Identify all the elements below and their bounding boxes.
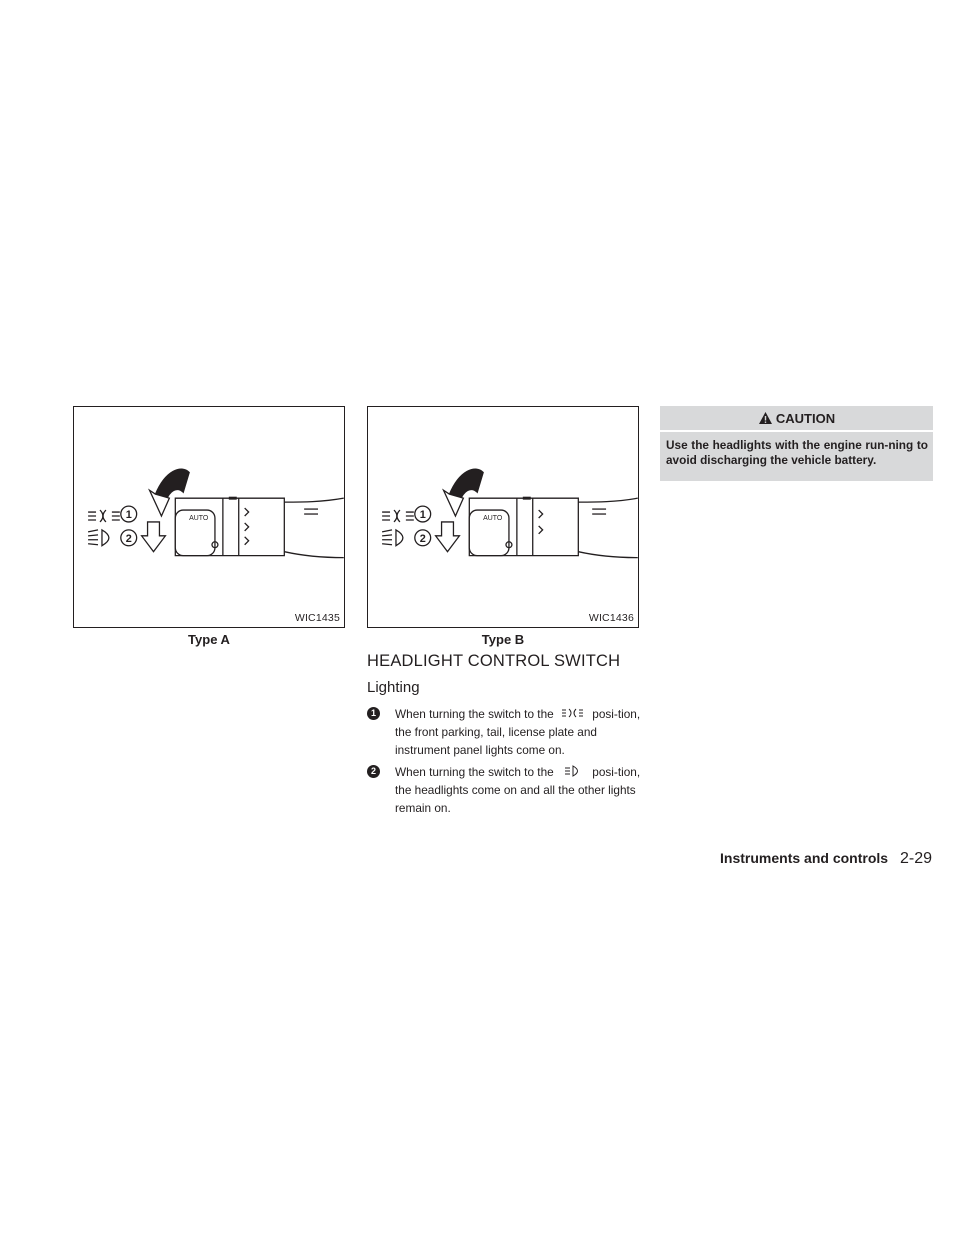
list-item (367, 705, 641, 759)
svg-text:AUTO: AUTO (483, 514, 503, 522)
headlight-switch-illustration (74, 407, 344, 627)
warning-triangle-icon (758, 411, 773, 425)
item-text-before: When turning the switch to the (395, 765, 554, 779)
headlight-switch-illustration (368, 407, 638, 627)
section-title: HEADLIGHT CONTROL SWITCH (367, 652, 621, 670)
down-arrow-icon (142, 522, 166, 552)
down-arrow-icon (436, 522, 460, 552)
figure-caption: Type A (188, 632, 230, 647)
figure-type-b (367, 406, 639, 628)
page-number: 2-29 (899, 850, 932, 867)
parking-light-icon (561, 707, 585, 719)
item-text-after: posi-tion, the headlights come on and all the other lights remain on. (395, 765, 641, 815)
list-item (367, 763, 641, 817)
svg-text:2: 2 (419, 532, 426, 545)
svg-text:AUTO: AUTO (189, 514, 209, 522)
figure-code: WIC1436 (588, 612, 634, 624)
subsection-title: Lighting (367, 679, 420, 696)
item-number-badge: 2 (367, 765, 380, 778)
figure-type-a (73, 406, 345, 628)
svg-text:1: 1 (125, 508, 132, 521)
headlight-icon (561, 765, 585, 777)
caution-title: CAUTION (775, 410, 836, 426)
svg-text:2: 2 (125, 532, 132, 545)
caution-header (660, 406, 933, 432)
svg-text:1: 1 (419, 508, 426, 521)
caution-box (660, 406, 933, 481)
item-text-before: When turning the switch to the (395, 707, 554, 721)
figure-code: WIC1435 (294, 612, 340, 624)
caution-text: Use the headlights with the engine run-ning to avoid discharging the vehicle battery. (666, 438, 928, 467)
page-footer (720, 850, 932, 868)
footer-section-name: Instruments and controls (720, 850, 889, 866)
figure-caption: Type B (481, 632, 525, 647)
item-text-after: posi-tion, the front parking, tail, license plate and instrument panel lights come on. (395, 707, 641, 757)
item-number-badge: 1 (367, 707, 380, 720)
